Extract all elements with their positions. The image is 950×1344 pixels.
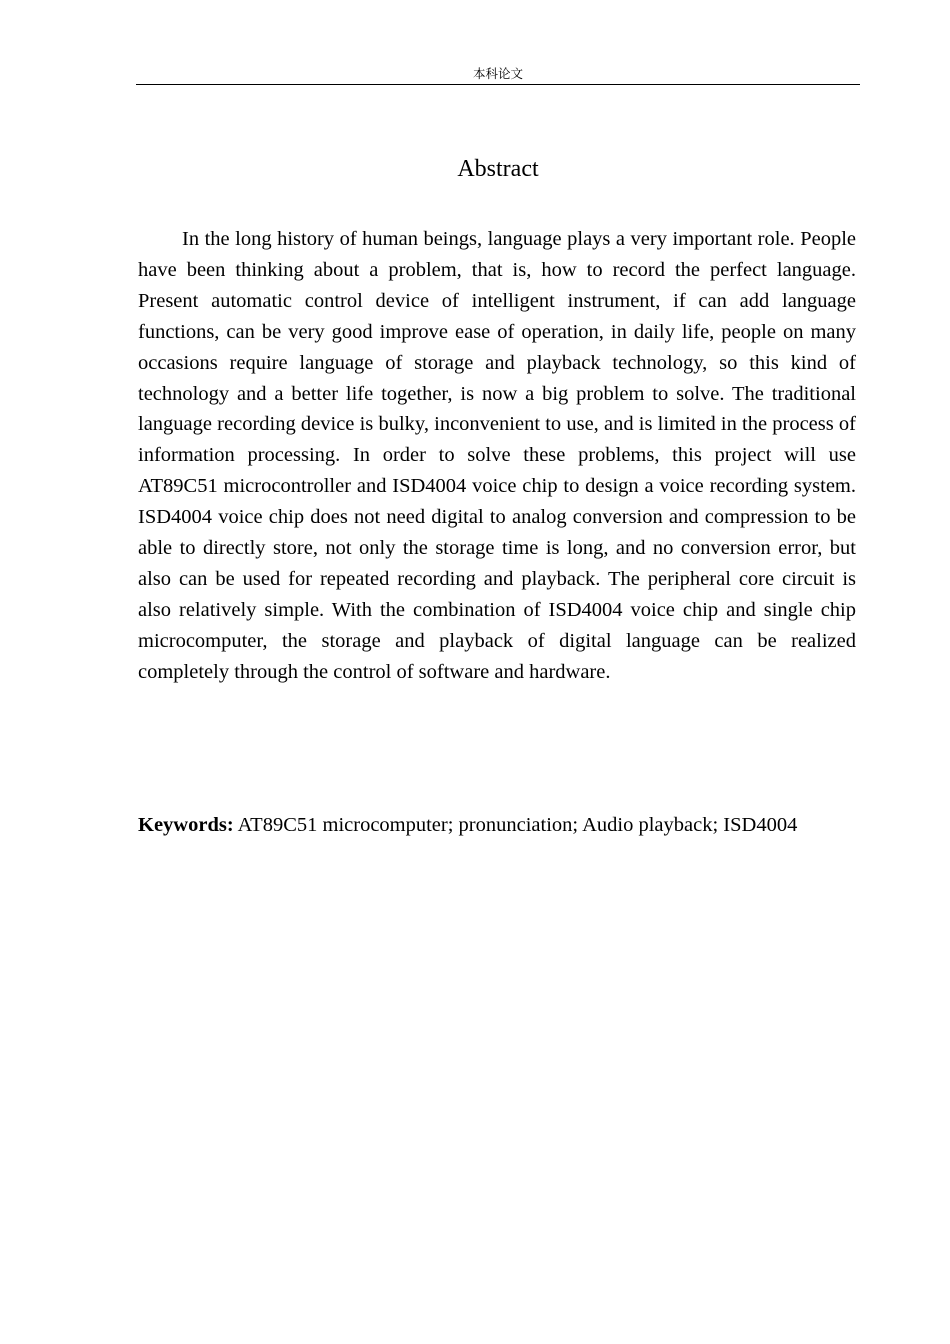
keywords-text: AT89C51 microcomputer; pronunciation; Audio playback; ISD4004 (233, 814, 798, 836)
abstract-title: Abstract (457, 156, 539, 182)
keywords-label: Keywords: (138, 814, 234, 836)
abstract-paragraph: In the long history of human beings, language plays a very important role. People have been thinking about a problem, that is, how to record the perfect language. Present automatic control device of intelligent instrument, if can add language functions, can be very good improve ease of operation, in daily life, people on many occasions require language of storage and playback technology, so this kind of technology and a better life together, is now a big problem to solve. The traditional language recording device is bulky, inconvenient to use, and is limited in the process of information processing. In order to solve these problems, this project will use AT89C51 microcontroller and ISD4004 voice chip to design a voice recording system. ISD4004 voice chip does not need digital to analog conversion and compression to be able to directly store, not only the storage time is long, and no conversion error, but also can be used for repeated recording and playback. The peripheral core circuit is also relatively simple. With the combination of ISD4004 voice chip and single chip microcomputer, the storage and playback of digital language can be realized completely through the control of software and hardware. (138, 228, 856, 683)
running-header (136, 66, 860, 85)
keywords-line (138, 810, 798, 841)
header-text: 本科论文 (472, 66, 523, 81)
